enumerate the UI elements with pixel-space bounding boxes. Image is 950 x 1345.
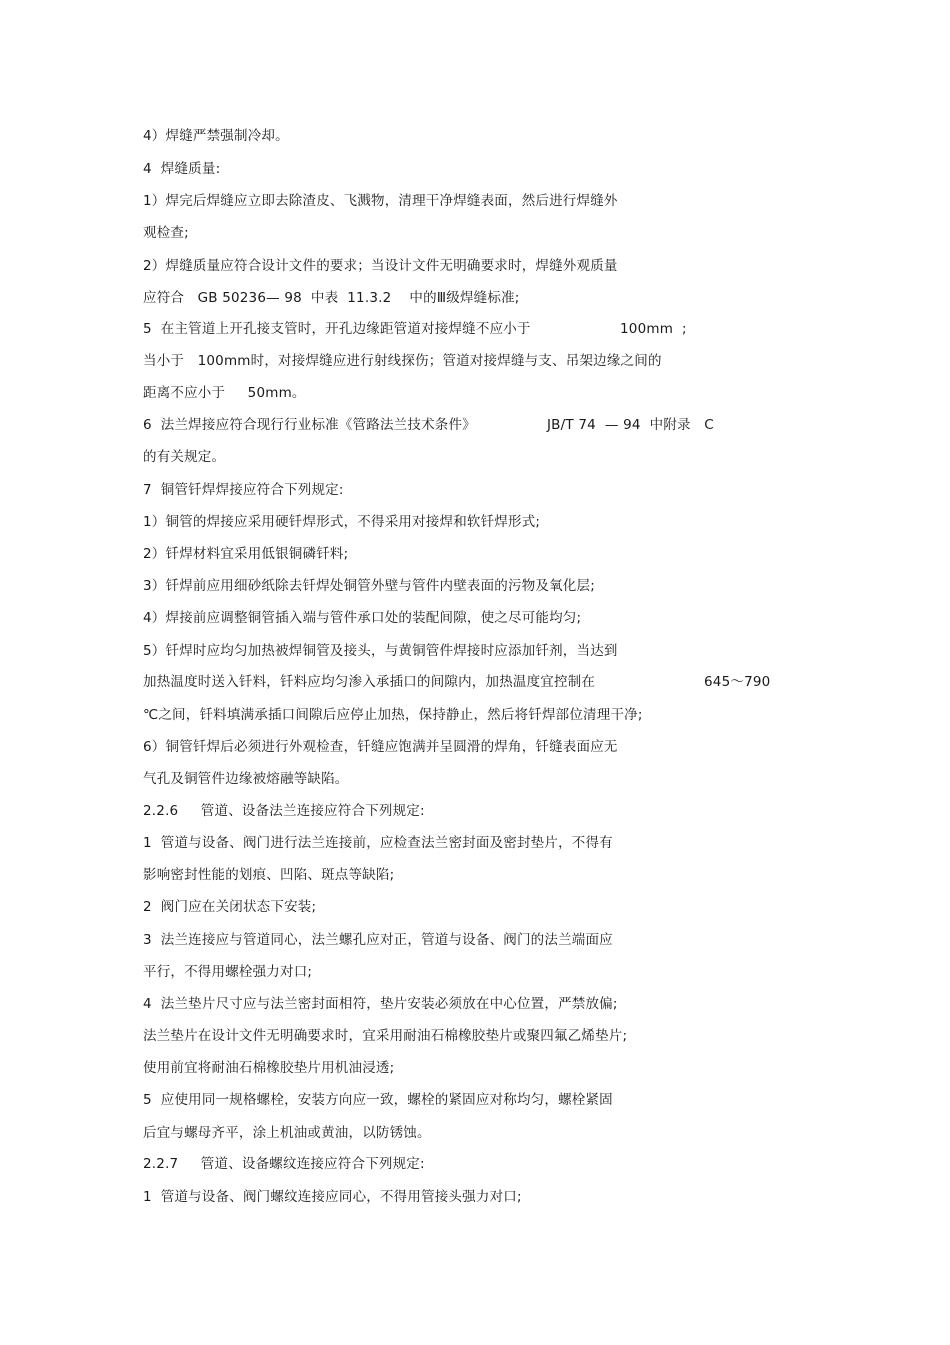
text-segment: 5 在主管道上开孔接支管时，开孔边缘距管道对接焊缝不应小于 xyxy=(143,321,531,337)
text-line: 2）钎焊材料宜采用低银铜磷钎料; xyxy=(143,546,349,562)
text-line: 6）铜管钎焊后必须进行外观检查，钎缝应饱满并呈圆滑的焊角，钎缝表面应无 xyxy=(143,739,618,755)
section-heading: 2.2.7 管道、设备螺纹连接应符合下列规定: xyxy=(143,1156,425,1172)
text-line: 4 法兰垫片尺寸应与法兰密封面相符，垫片安装必须放在中心位置，严禁放偏; xyxy=(143,996,618,1012)
text-line: 距离不应小于 50mm。 xyxy=(143,385,306,401)
text-line xyxy=(143,416,723,488)
text-line: 1）焊完后焊缝应立即去除渣皮、飞溅物，清理干净焊缝表面，然后进行焊缝外 xyxy=(143,193,618,209)
text-line: 1 管道与设备、阀门进行法兰连接前，应检查法兰密封面及密封垫片，不得有 xyxy=(143,835,613,851)
text-line: 气孔及铜管件边缘被熔融等缺陷。 xyxy=(143,771,349,787)
text-line: 使用前宜将耐油石棉橡胶垫片用机油浸透; xyxy=(143,1060,395,1076)
text-line: 平行，不得用螺栓强力对口; xyxy=(143,964,313,980)
text-line: 应符合 GB 50236— 98 中表 11.3.2 中的Ⅲ级焊缝标准; xyxy=(143,290,520,306)
text-line: 3）钎焊前应用细砂纸除去钎焊处铜管外壁与管件内壁表面的污物及氧化层; xyxy=(143,578,595,594)
text-line: 3 法兰连接应与管道同心，法兰螺孔应对正，管道与设备、阀门的法兰端面应 xyxy=(143,932,613,948)
text-line: 法兰垫片在设计文件无明确要求时，宜采用耐油石棉橡胶垫片或聚四氟乙烯垫片; xyxy=(143,1028,628,1044)
text-line: 5）钎焊时应均匀加热被焊铜管及接头，与黄铜管件焊接时应添加钎剂，当达到 xyxy=(143,643,618,659)
text-line: 4）焊接前应调整铜管插入端与管件承口处的装配间隙，使之尽可能均匀; xyxy=(143,610,582,626)
text-line: 4 焊缝质量: xyxy=(143,161,221,177)
text-segment: JB/T 74 — 94 中附录 C xyxy=(547,417,714,433)
text-line: 的有关规定。 xyxy=(143,449,226,465)
text-line: 当小于 100mm时，对接焊缝应进行射线探伤；管道对接焊缝与支、吊架边缘之间的 xyxy=(143,353,662,369)
text-segment: 6 法兰焊接应符合现行行业标准《管路法兰技术条件》 xyxy=(143,417,476,433)
text-line: 后宜与螺母齐平，涂上机油或黄油，以防锈蚀。 xyxy=(143,1125,431,1141)
text-segment: 加热温度时送入钎料，钎料应均匀渗入承插口的间隙内，加热温度宜控制在 xyxy=(143,674,596,690)
text-line: 7 铜管钎焊焊接应符合下列规定: xyxy=(143,482,344,498)
text-line: 观检查; xyxy=(143,225,189,241)
text-line: 2 阀门应在关闭状态下安装; xyxy=(143,899,317,915)
text-line: 2）焊缝质量应符合设计文件的要求；当设计文件无明确要求时，焊缝外观质量 xyxy=(143,258,618,274)
text-line: 1 管道与设备、阀门螺纹连接应同心，不得用管接头强力对口; xyxy=(143,1189,522,1205)
text-line: 1）铜管的焊接应采用硬钎焊形式，不得采用对接焊和软钎焊形式; xyxy=(143,514,541,530)
section-heading: 2.2.6 管道、设备法兰连接应符合下列规定: xyxy=(143,803,425,819)
text-line: ℃之间，钎料填满承插口间隙后应停止加热，保持静止，然后将钎焊部位清理干净; xyxy=(143,707,643,723)
text-line: 5 应使用同一规格螺栓，安装方向应一致，螺栓的紧固应对称均匀，螺栓紧固 xyxy=(143,1092,613,1108)
text-segment: 100mm ; xyxy=(620,321,687,337)
text-line: 4）焊缝严禁强制冷却。 xyxy=(143,128,289,144)
text-line: 影响密封性能的划痕、凹陷、斑点等缺陷; xyxy=(143,867,395,883)
text-segment: 645～790 xyxy=(704,674,771,690)
